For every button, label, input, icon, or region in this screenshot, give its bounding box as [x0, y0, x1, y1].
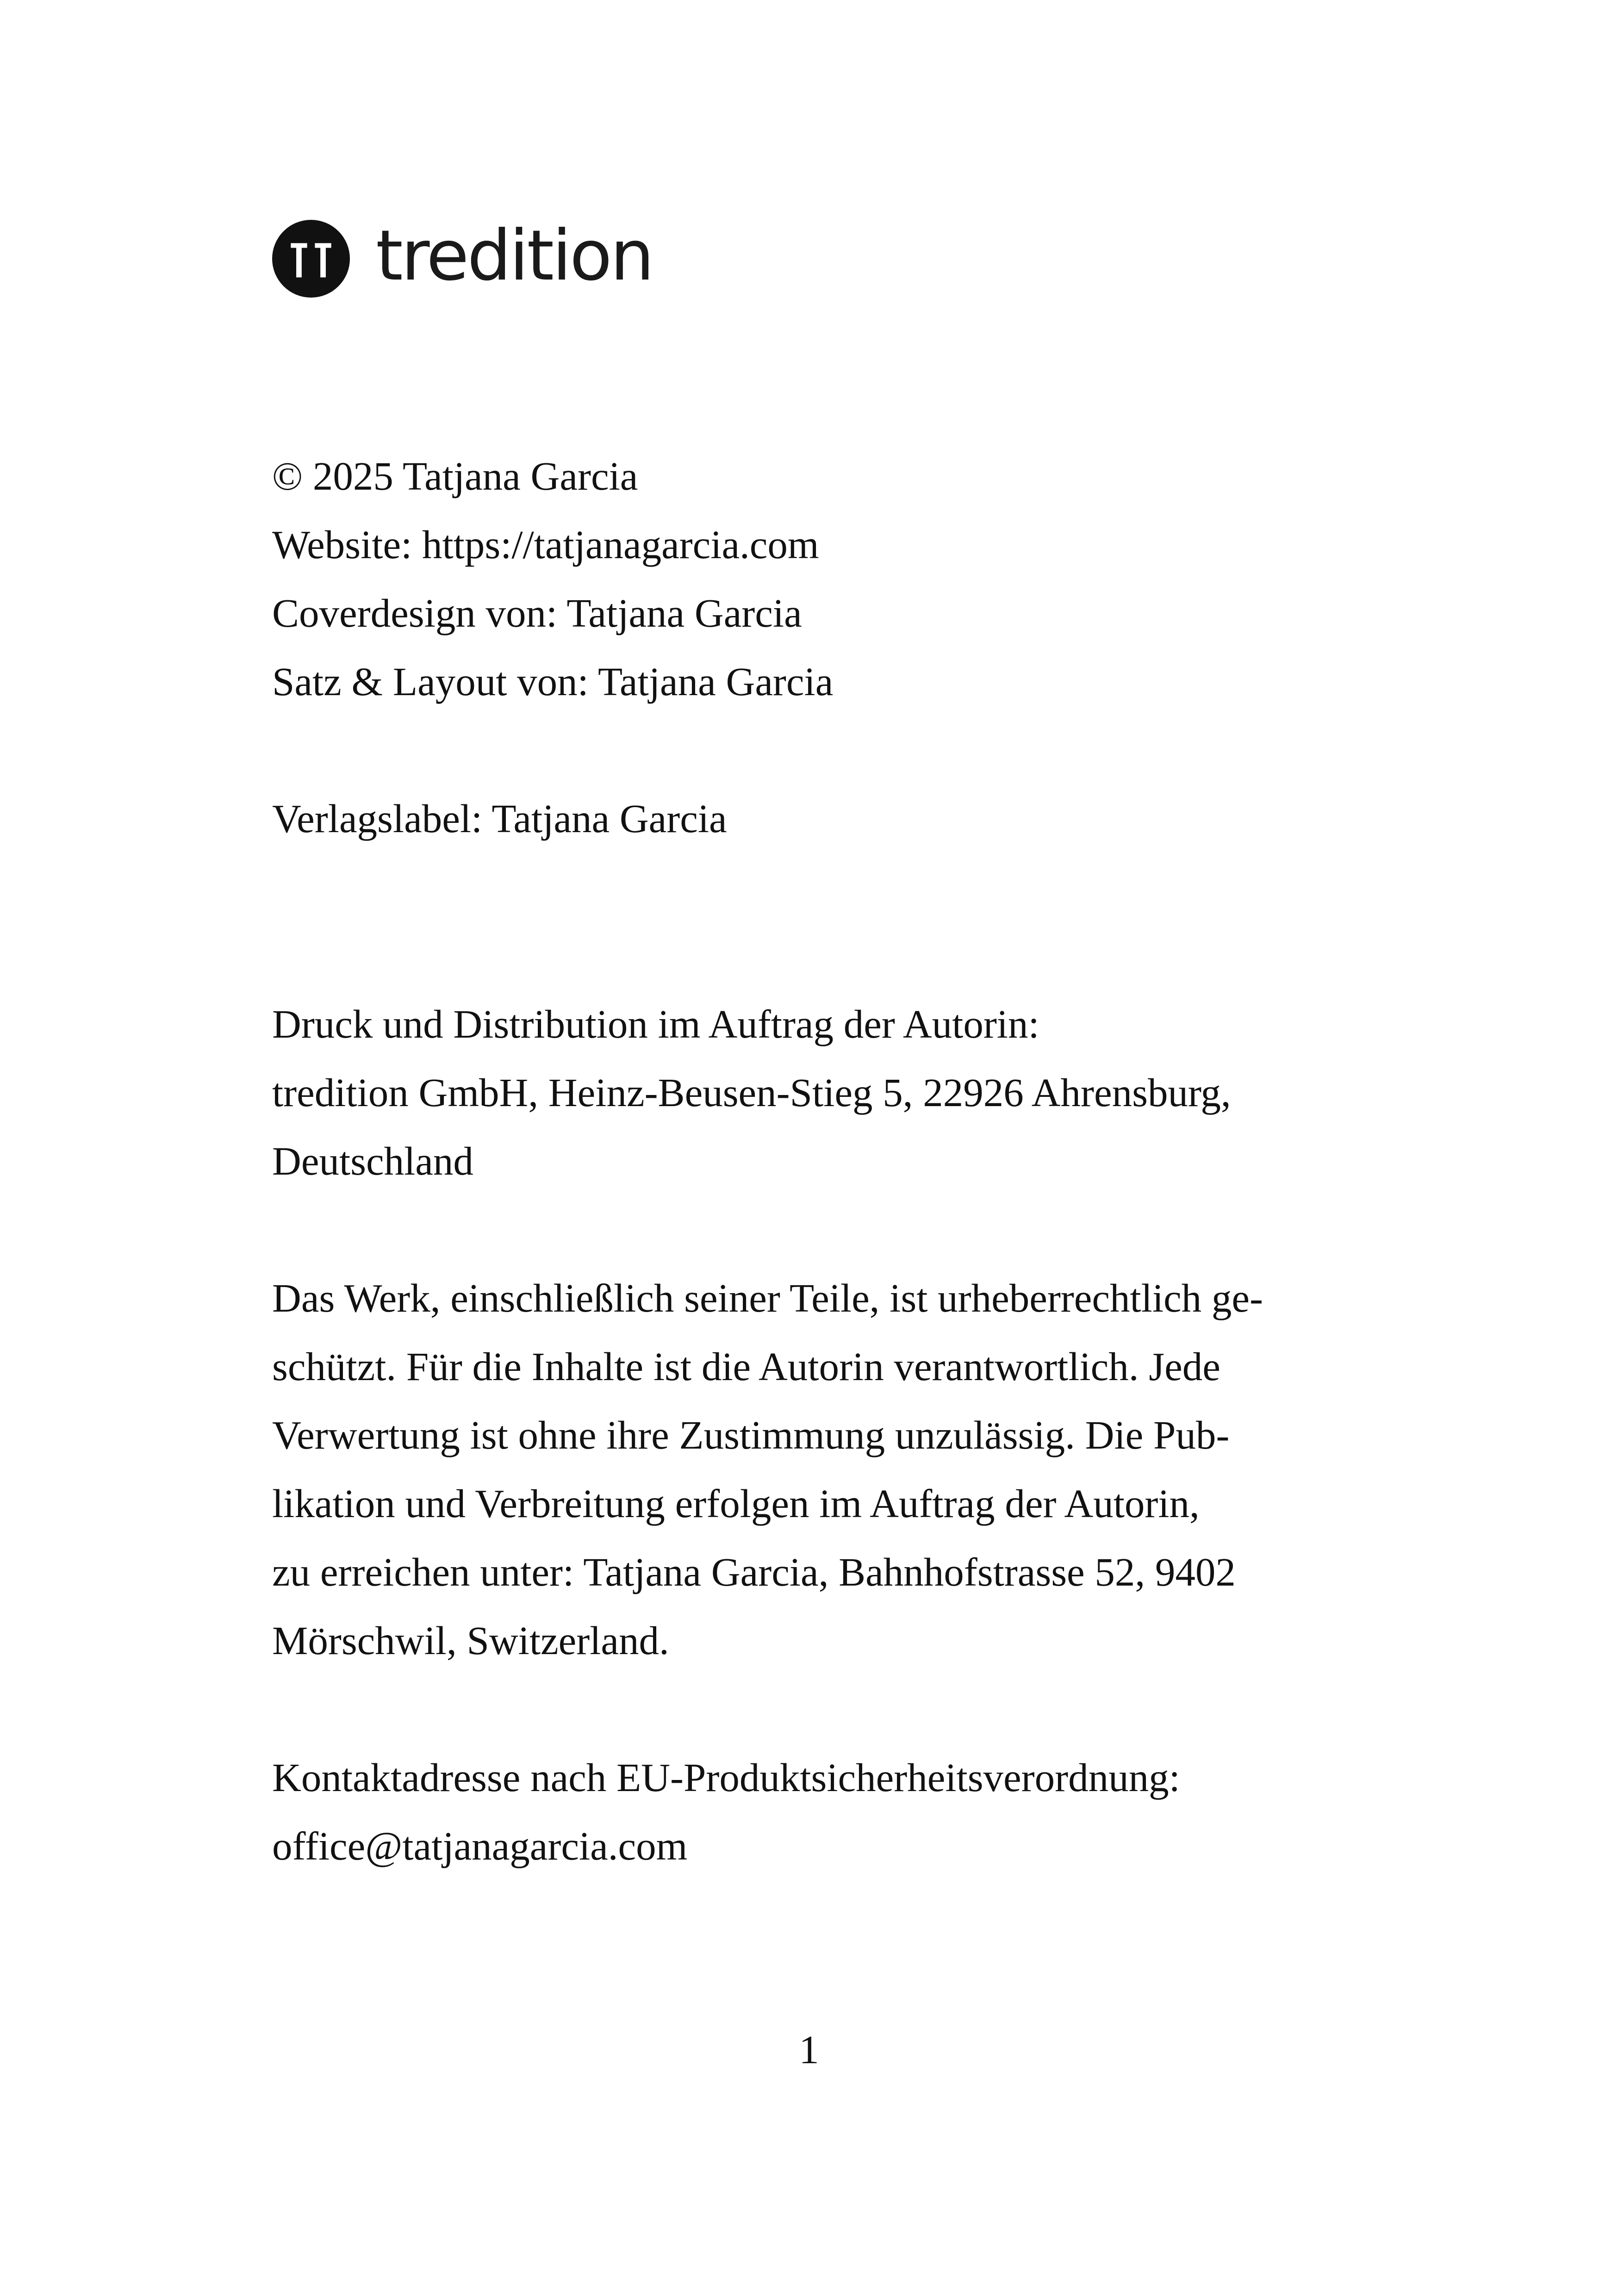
tredition-logo	[272, 216, 653, 298]
contact-email: office@tatjanagarcia.com	[272, 1823, 688, 1868]
website-line: Website: https://tatjanagarcia.com	[272, 522, 819, 567]
copyright-notice-line: schützt. Für die Inhalte ist die Autorin verantwortlich. Jede	[272, 1344, 1220, 1389]
spacer	[272, 1675, 1429, 1743]
page-number: 1	[799, 2027, 819, 2072]
copyright-notice-section	[272, 1264, 1429, 1675]
spacer	[272, 716, 1429, 784]
copyright-notice-line: likation und Verbreitung erfolgen im Auftrag der Autorin,	[272, 1481, 1200, 1526]
typesetting-line: Satz & Layout von: Tatjana Garcia	[272, 659, 834, 704]
tredition-wordmark: tredition	[376, 216, 653, 296]
imprint-credits	[272, 442, 1429, 716]
distribution-line: Deutschland	[272, 1139, 473, 1183]
tredition-logo-icon	[272, 220, 350, 298]
publisher-label-line: Verlagslabel: Tatjana Garcia	[272, 796, 727, 841]
cover-design-line: Coverdesign von: Tatjana Garcia	[272, 591, 802, 635]
spacer	[272, 1195, 1429, 1264]
copyright-notice-line: Mörschwil, Switzerland.	[272, 1618, 669, 1663]
distribution-line: Druck und Distribution im Auftrag der Autorin:	[272, 1002, 1039, 1046]
copyright-line: © 2025 Tatjana Garcia	[272, 454, 638, 498]
copyright-notice-line: Das Werk, einschließlich seiner Teile, ist urheberrechtlich ge-	[272, 1276, 1263, 1320]
copyright-notice-line: zu erreichen unter: Tatjana Garcia, Bahnhofstrasse 52, 9402	[272, 1549, 1236, 1594]
distribution-line: tredition GmbH, Heinz-Beusen-Stieg 5, 22926 Ahrensburg,	[272, 1070, 1231, 1115]
spacer	[272, 853, 1429, 990]
distribution-section	[272, 990, 1429, 1195]
copyright-notice-line: Verwertung ist ohne ihre Zustimmung unzulässig. Die Pub-	[272, 1412, 1230, 1457]
imprint-page-content	[272, 442, 1429, 1880]
contact-line: Kontaktadresse nach EU-Produktsicherheitsverordnung:	[272, 1755, 1180, 1800]
contact-section	[272, 1743, 1429, 1880]
